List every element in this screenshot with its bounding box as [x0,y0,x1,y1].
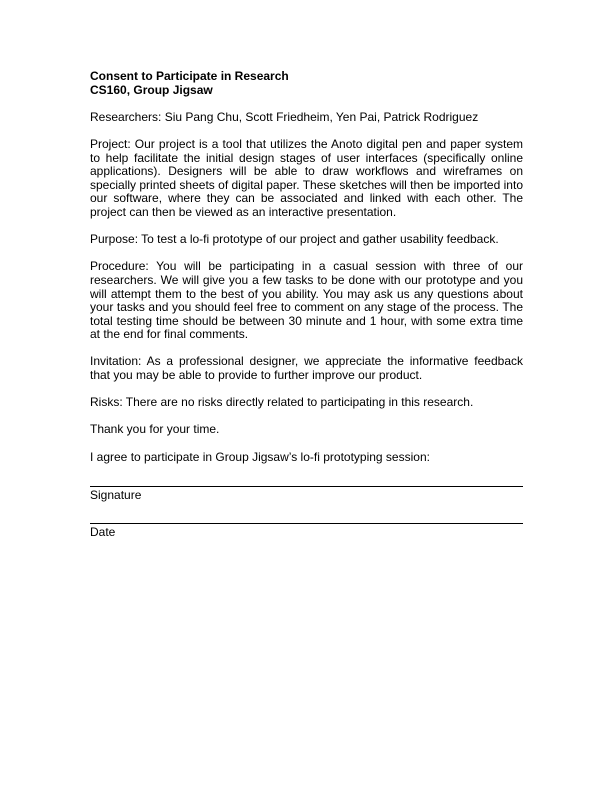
date-block [90,523,523,540]
risks-paragraph: Risks: There are no risks directly related to participating in this research. [90,395,474,410]
researchers-line: Researchers: Siu Pang Chu, Scott Friedheim, Yen Pai, Patrick Rodriguez [90,109,479,124]
procedure-paragraph: Procedure: You will be participating in a casual session with three of our researchers. We will give you a few tasks to be done with our prototype and you will attempt them to the best of you ability. You may ask us any questions about your tasks and you should feel free to comment on any stage of the process. The total testing time should be between 30 minute and 1 hour, with some extra time at the end for final comments. [90,259,523,342]
purpose-paragraph: Purpose: To test a lo-fi prototype of our project and gather usability feedback. [90,232,499,247]
invitation-paragraph: Invitation: As a professional designer, we appreciate the informative feedback that you may be able to provide to further improve our product. [90,354,523,383]
signature-label: Signature [90,488,142,503]
signature-block [90,486,523,503]
document-title: Consent to Participate in Research [90,69,289,83]
title-block [90,70,523,97]
date-line[interactable] [90,523,523,524]
agreement-line: I agree to participate in Group Jigsaw’s lo-fi prototyping session: [90,449,430,464]
project-paragraph: Project: Our project is a tool that utilizes the Anoto digital pen and paper system to help facilitate the initial design stages of user interfaces (specifically online applications). Designers will be able to draw workflows and wireframes on specially printed sheets of digital paper. These sketches will then be imported into our software, where they can be associated and linked with each other. The project can then be viewed as an interactive presentation. [90,136,523,219]
thanks-line: Thank you for your time. [90,422,220,437]
document-subtitle: CS160, Group Jigsaw [90,82,213,97]
consent-form [90,70,523,539]
signature-line[interactable] [90,486,523,487]
date-label: Date [90,524,116,539]
